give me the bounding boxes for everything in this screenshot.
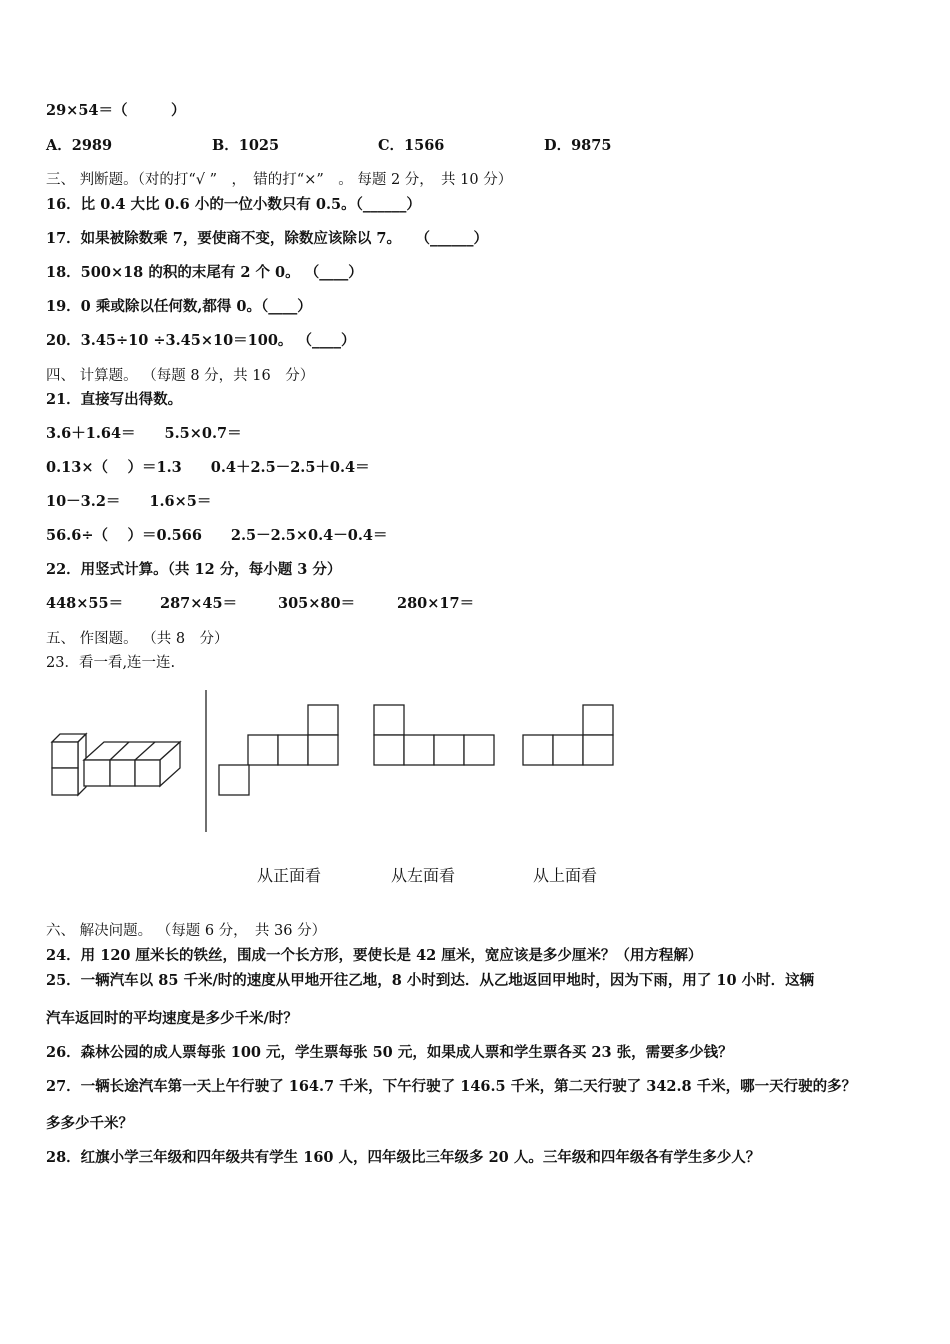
q17: 17．如果被除数乘 7，要使商不变，除数应该除以 7。 （______） xyxy=(46,230,488,247)
q16: 16．比 0.4 大比 0.6 小的一位小数只有 0.5。（______） xyxy=(46,196,421,213)
q22-item-1: 448×55＝ xyxy=(46,595,124,612)
q28: 28．红旗小学三年级和四年级共有学生 160 人，四年级比三年级多 20 人。三年级和四年级各有学生多少人？ xyxy=(46,1149,761,1166)
view-label-front: 从正面看 xyxy=(257,866,322,885)
q22: 22．用竖式计算。（共 12 分，每小题 3 分） xyxy=(46,561,342,578)
q21-row-3: 10－3.2＝ 1.6×5＝ xyxy=(46,493,212,510)
section3-title: 三、 判断题。（对的打“√ ” ， 错的打“×” 。 每题 2 分， 共 10 分） xyxy=(46,172,513,188)
view-shape-2 xyxy=(374,705,494,765)
q23: 23．看一看,连一连. xyxy=(46,655,176,671)
q22-item-3: 305×80＝ xyxy=(278,595,356,612)
q15-option-c: C．1566 xyxy=(378,137,445,154)
section5-title: 五、 作图题。 （共 8 分） xyxy=(46,631,229,647)
q27: 27．一辆长途汽车第一天上午行驶了 164.7 千米，下午行驶了 146.5 千米，第二天行驶了 342.8 千米，哪一天行驶的多？ xyxy=(46,1078,857,1095)
section6-title: 六、 解决问题。 （每题 6 分， 共 36 分） xyxy=(46,923,327,939)
q26: 26．森林公园的成人票每张 100 元，学生票每张 50 元，如果成人票和学生票各买 23 张，需要多少钱？ xyxy=(46,1044,733,1061)
q18: 18．500×18 的积的末尾有 2 个 0。 （____） xyxy=(46,264,363,281)
q24: 24．用 120 厘米长的铁丝，围成一个长方形，要使长是 42 厘米，宽应该是多少厘米？（用方程解） xyxy=(46,947,703,964)
q21-row-1: 3.6＋1.64＝ 5.5×0.7＝ xyxy=(46,425,242,442)
q15-option-b: B．1025 xyxy=(212,137,280,154)
q21-row-2: 0.13×（ ）＝1.3 0.4＋2.5－2.5＋0.4＝ xyxy=(46,459,370,476)
q15-option-a: A．2989 xyxy=(46,137,113,154)
q21-row-4: 56.6÷（ ）＝0.566 2.5－2.5×0.4－0.4＝ xyxy=(46,527,388,544)
q19: 19．0 乘或除以任何数,都得 0。（____） xyxy=(46,298,312,315)
q25: 25．一辆汽车以 85 千米/时的速度从甲地开往乙地，8 小时到达．从乙地返回甲地时，因为下雨，用了 10 小时．这辆 xyxy=(46,972,815,989)
q15-stem: 29×54＝（ ） xyxy=(46,102,186,119)
view-shape-3 xyxy=(523,705,613,765)
view-label-left: 从左面看 xyxy=(391,866,456,885)
view-shape-1 xyxy=(219,705,338,795)
q25-continued: 汽车返回时的平均速度是多少千米/时？ xyxy=(46,1010,298,1027)
q22-item-4: 280×17＝ xyxy=(397,595,475,612)
q20: 20．3.45÷10 ÷3.45×10＝100。 （____） xyxy=(46,332,356,349)
q27-continued: 多多少千米？ xyxy=(46,1115,133,1132)
q22-item-2: 287×45＝ xyxy=(160,595,238,612)
q15-option-d: D．9875 xyxy=(544,137,612,154)
cube-stack-drawing xyxy=(52,734,180,795)
q21: 21．直接写出得数。 xyxy=(46,391,183,408)
view-label-top: 从上面看 xyxy=(533,866,598,885)
section4-title: 四、 计算题。 （每题 8 分，共 16 分） xyxy=(46,368,315,384)
